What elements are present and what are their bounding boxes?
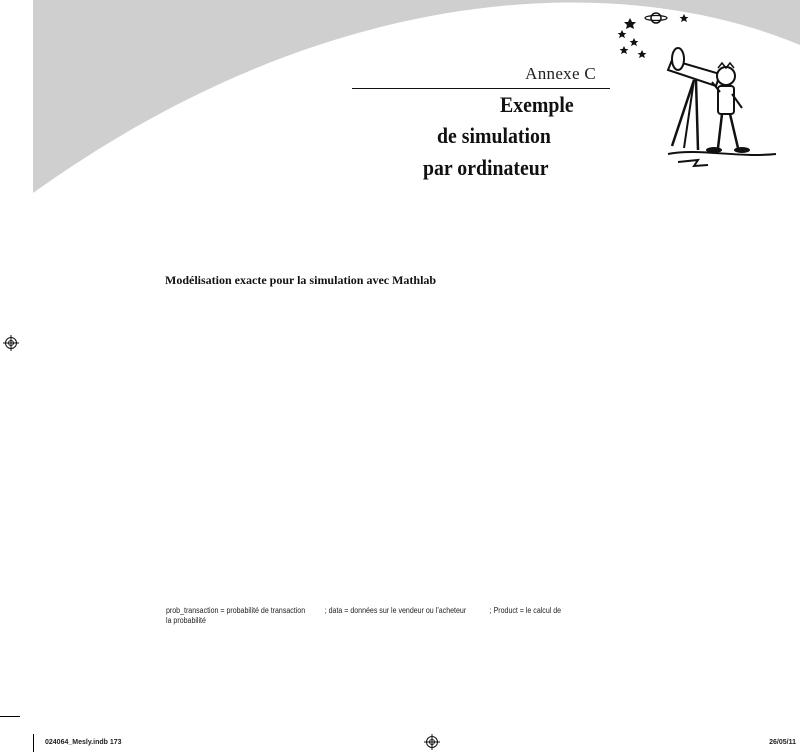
print-slug-date: 26/05/11 bbox=[769, 739, 796, 746]
crop-mark-vertical bbox=[33, 734, 34, 752]
caption-part-1: prob_transaction = probabilité de transaction bbox=[166, 606, 306, 615]
title-rule bbox=[352, 88, 610, 89]
section-heading: Modélisation exacte pour la simulation avec Mathlab bbox=[165, 273, 437, 287]
variable-legend-caption bbox=[166, 606, 562, 626]
print-slug-file: 024064_Mesly.indb 173 bbox=[45, 739, 122, 746]
telescope-astronomer-illustration bbox=[608, 8, 788, 178]
chapter-title-line-1: Exemple bbox=[500, 92, 574, 117]
caption-line-2: la probabilité bbox=[166, 616, 206, 625]
chapter-title-line-2: de simulation bbox=[437, 123, 551, 148]
caption-part-2: ; data = données sur le vendeur ou l’acheteur bbox=[324, 606, 467, 615]
crop-mark-horizontal bbox=[0, 716, 20, 717]
caption-part-3: ; Product = le calcul de bbox=[489, 606, 562, 615]
registration-mark-icon bbox=[3, 335, 19, 351]
annexe-label: Annexe C bbox=[525, 64, 596, 83]
chapter-title-line-3: par ordinateur bbox=[423, 155, 549, 180]
registration-mark-icon bbox=[424, 734, 440, 750]
